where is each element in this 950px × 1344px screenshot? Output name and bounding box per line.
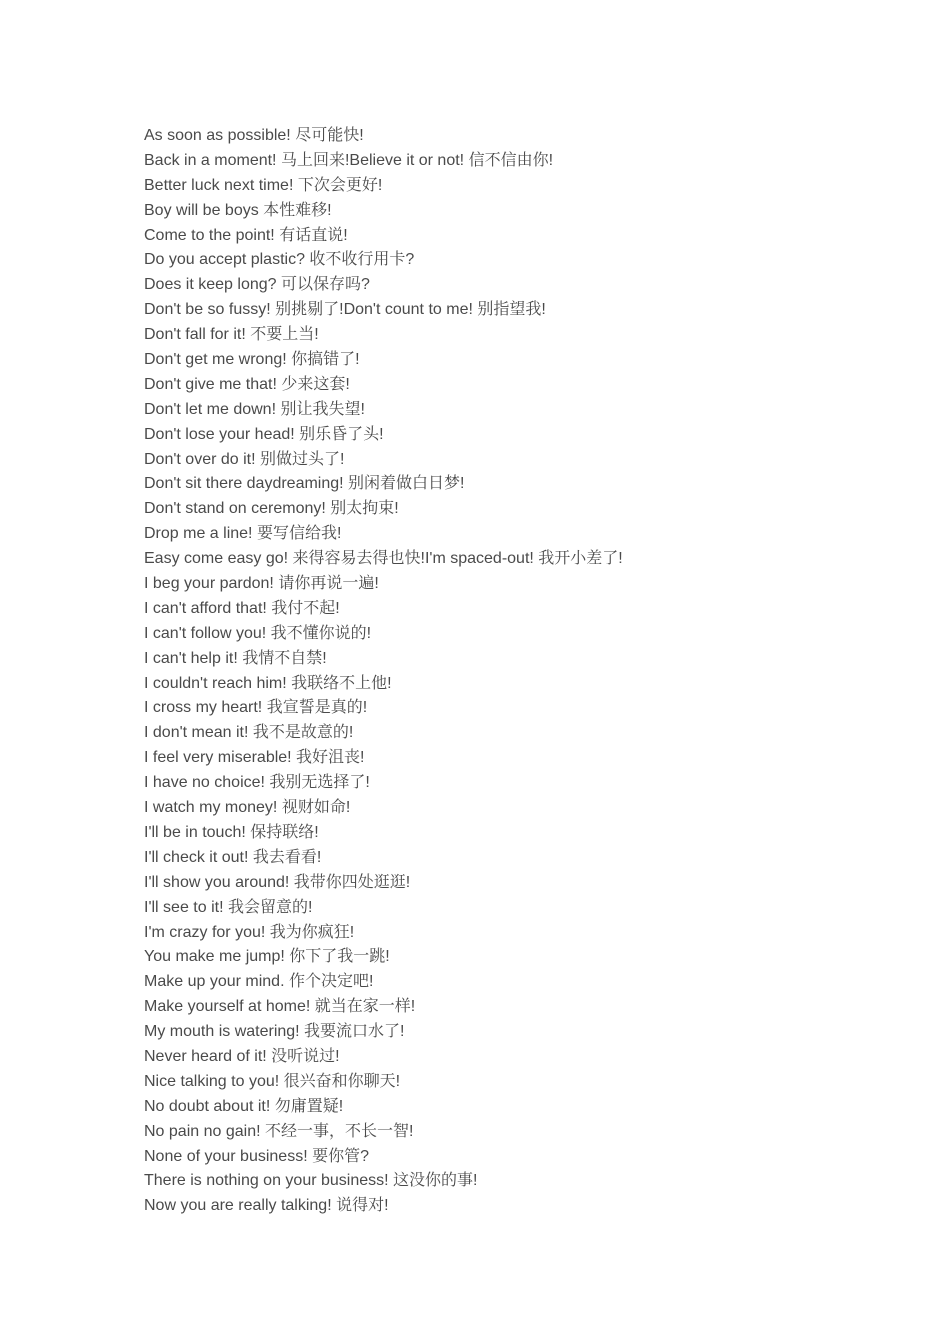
phrase-line: Don't sit there daydreaming! 别闲着做白日梦! xyxy=(144,475,465,493)
phrase-line: I watch my money! 视财如命! xyxy=(144,799,351,817)
phrase-line: Do you accept plastic? 收不收行用卡? xyxy=(144,251,415,269)
phrase-line: Make yourself at home! 就当在家一样! xyxy=(144,998,416,1016)
phrase-line: Don't stand on ceremony! 别太拘束! xyxy=(144,500,399,518)
phrase-line: I couldn't reach him! 我联络不上他! xyxy=(144,674,392,692)
phrase-list xyxy=(144,124,904,1219)
phrase-line: There is nothing on your business! 这没你的事! xyxy=(144,1172,478,1190)
phrase-line: Boy will be boys 本性难移! xyxy=(144,201,332,219)
phrase-line: I can't follow you! 我不懂你说的! xyxy=(144,624,372,642)
phrase-line: Easy come easy go! 来得容易去得也快!I'm spaced-out! 我开小差了! xyxy=(144,550,623,568)
phrase-line: I cross my heart! 我宣誓是真的! xyxy=(144,699,368,717)
phrase-line: Drop me a line! 要写信给我! xyxy=(144,525,342,543)
phrase-line: Don't give me that! 少来这套! xyxy=(144,375,350,393)
phrase-line: I'll see to it! 我会留意的! xyxy=(144,898,313,916)
phrase-line: Better luck next time! 下次会更好! xyxy=(144,176,383,194)
phrase-line: I can't afford that! 我付不起! xyxy=(144,599,340,617)
phrase-line: I beg your pardon! 请你再说一遍! xyxy=(144,575,379,593)
phrase-line: My mouth is watering! 我要流口水了! xyxy=(144,1023,405,1041)
phrase-line: Now you are really talking! 说得对! xyxy=(144,1197,389,1215)
phrase-line: Don't lose your head! 别乐昏了头! xyxy=(144,425,384,443)
phrase-line: As soon as possible! 尽可能快! xyxy=(144,127,364,144)
phrase-line: Don't over do it! 别做过头了! xyxy=(144,450,345,468)
phrase-line: I'll be in touch! 保持联络! xyxy=(144,823,319,841)
phrase-line: I don't mean it! 我不是故意的! xyxy=(144,724,354,742)
phrase-line: Never heard of it! 没听说过! xyxy=(144,1047,340,1065)
phrase-line: Don't be so fussy! 别挑剔了!Don't count to me! 别指望我! xyxy=(144,301,546,319)
phrase-line: No pain no gain! 不经一事，不长一智! xyxy=(144,1122,414,1140)
phrase-line: None of your business! 要你管? xyxy=(144,1147,369,1165)
phrase-line: I'm crazy for you! 我为你疯狂! xyxy=(144,923,355,941)
phrase-line: I'll show you around! 我带你四处逛逛! xyxy=(144,873,411,891)
phrase-line: You make me jump! 你下了我一跳! xyxy=(144,948,390,966)
phrase-line: Don't fall for it! 不要上当! xyxy=(144,326,319,344)
phrase-line: Nice talking to you! 很兴奋和你聊天! xyxy=(144,1072,401,1090)
phrase-line: Make up your mind. 作个决定吧! xyxy=(144,973,374,991)
phrase-line: Don't let me down! 别让我失望! xyxy=(144,400,365,418)
phrase-line: I can't help it! 我情不自禁! xyxy=(144,649,327,667)
phrase-line: Don't get me wrong! 你搞错了! xyxy=(144,351,360,369)
phrase-line: Back in a moment! 马上回来!Believe it or not! 信不信由你! xyxy=(144,151,554,169)
phrase-line: I have no choice! 我别无选择了! xyxy=(144,774,370,792)
phrase-line: No doubt about it! 勿庸置疑! xyxy=(144,1097,344,1115)
phrase-line: Does it keep long? 可以保存吗? xyxy=(144,276,370,294)
phrase-line: I'll check it out! 我去看看! xyxy=(144,848,322,866)
phrase-line: I feel very miserable! 我好沮丧! xyxy=(144,749,365,767)
phrase-line: Come to the point! 有话直说! xyxy=(144,226,348,244)
